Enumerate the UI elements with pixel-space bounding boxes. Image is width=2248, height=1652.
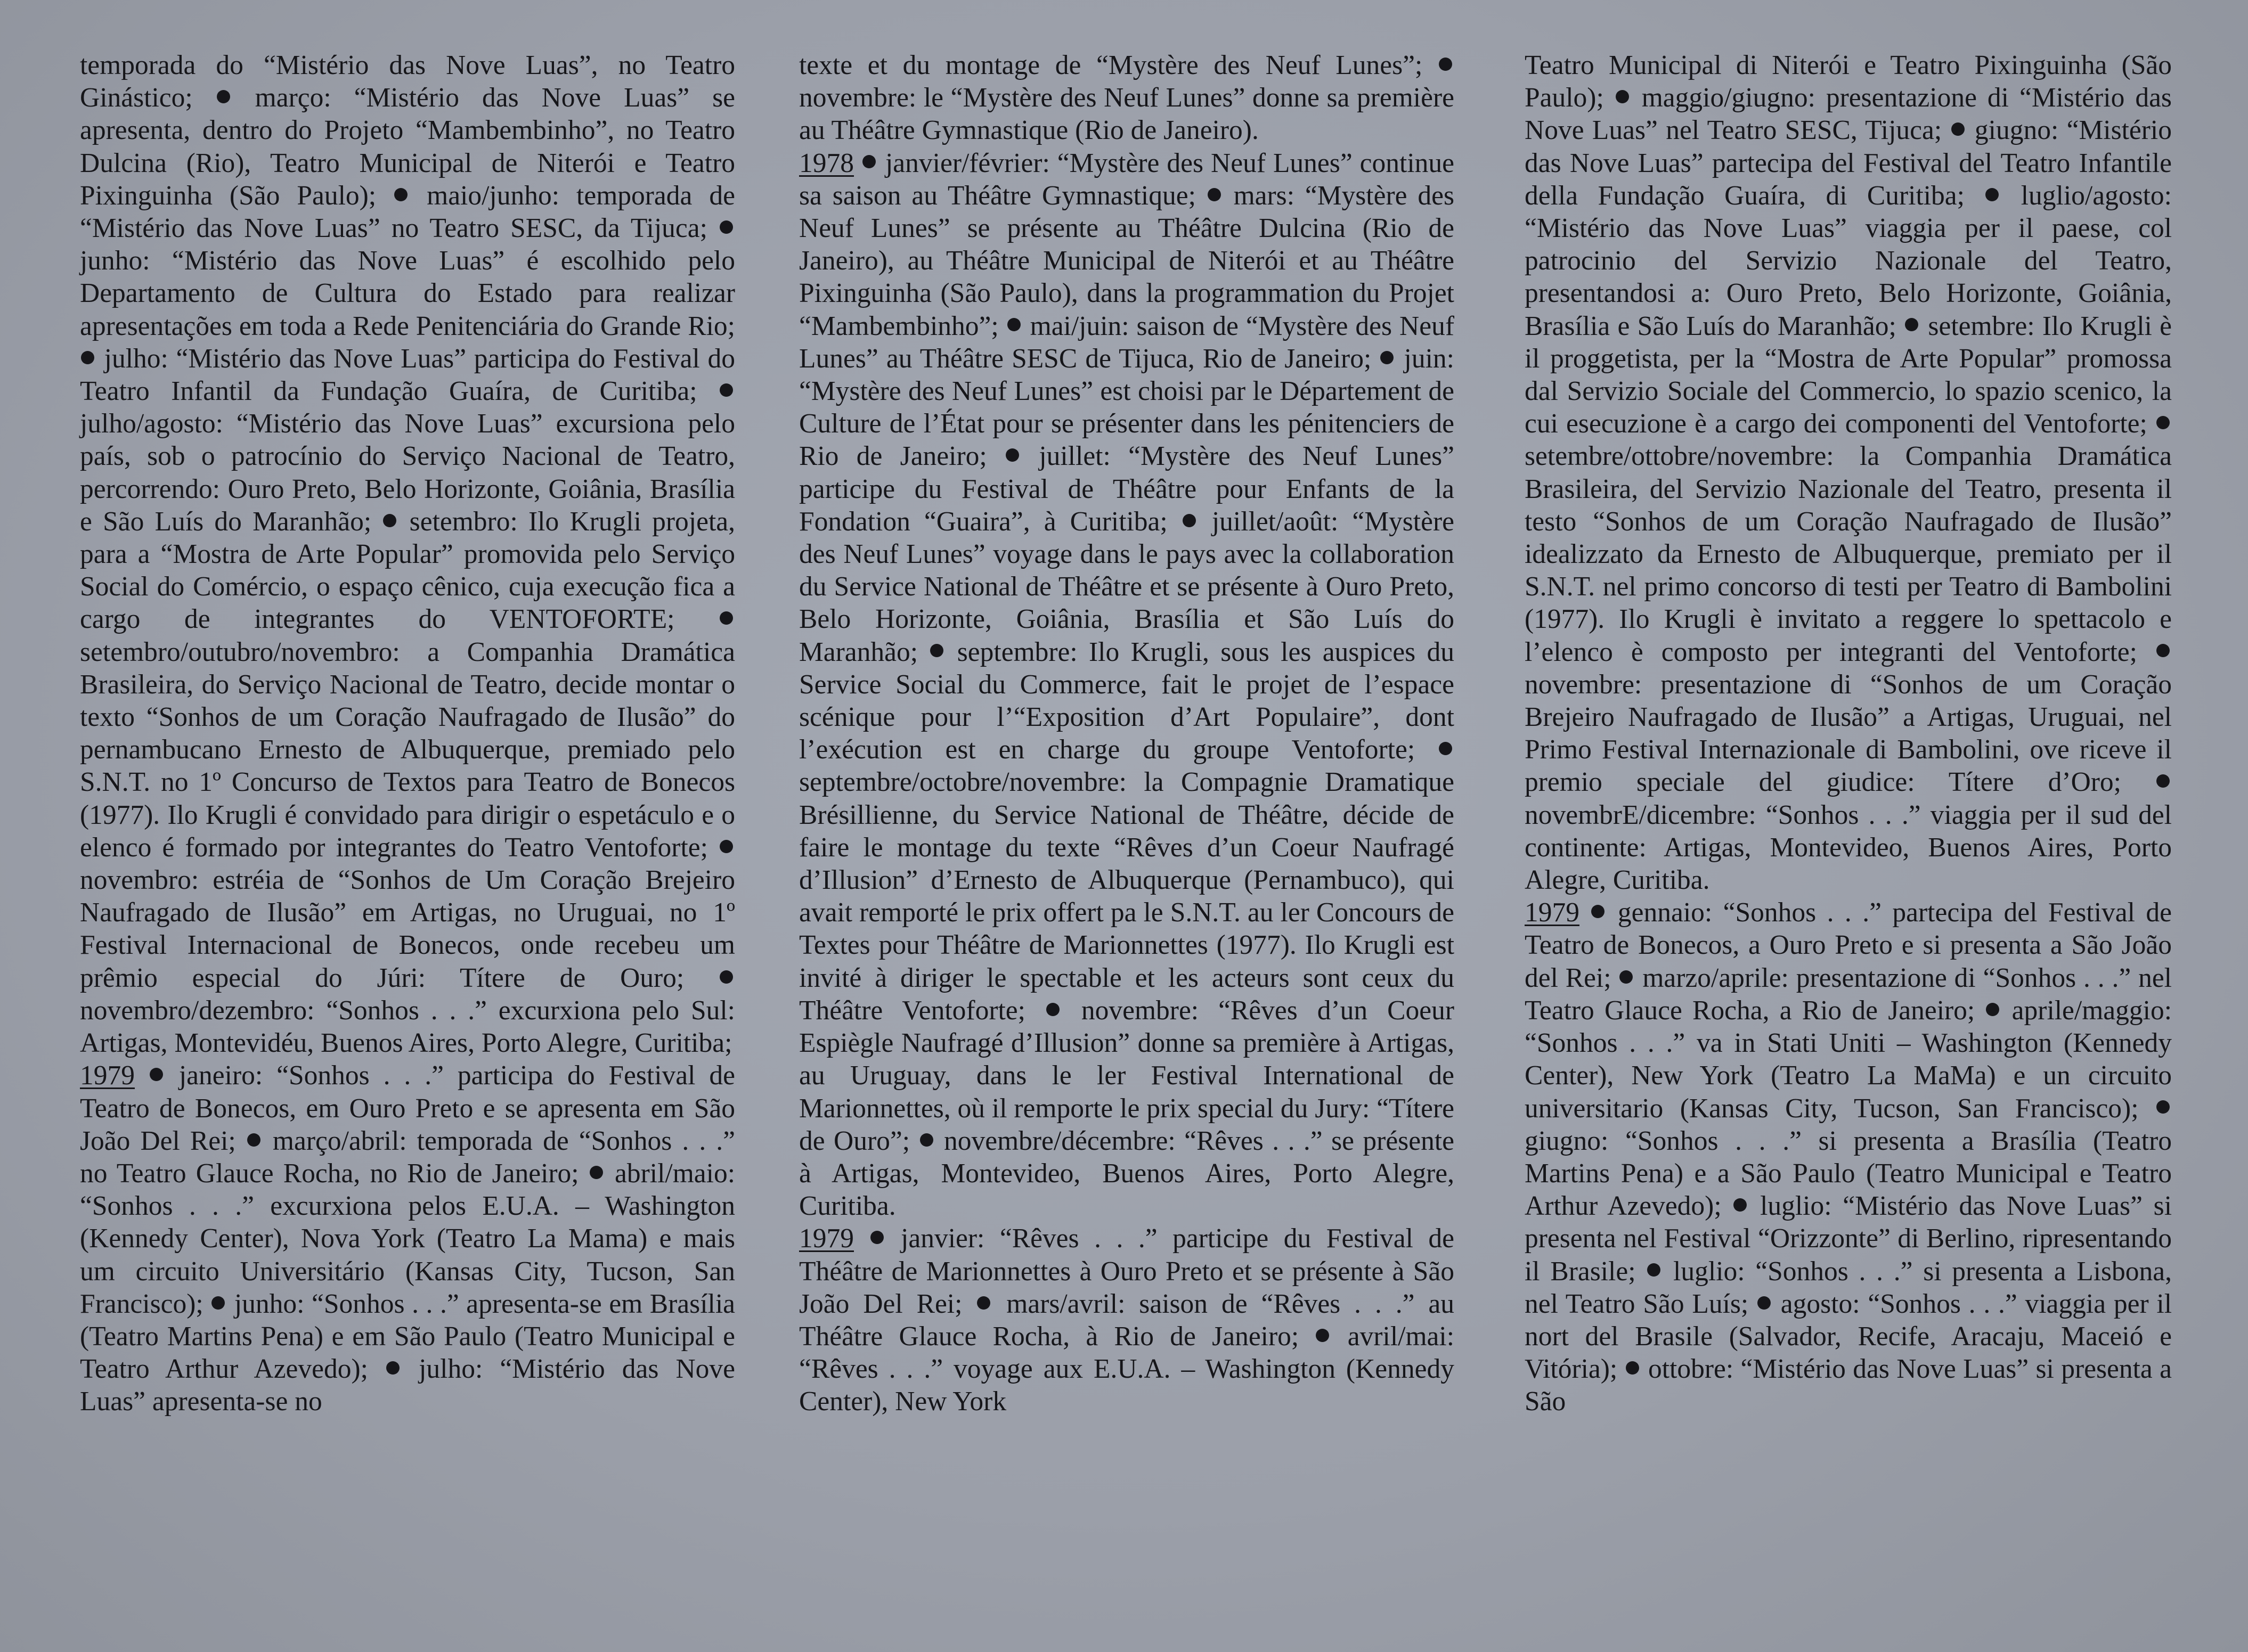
- bullet-icon: [81, 351, 94, 364]
- text-run: gennaio: “Sonhos . . .” partecipa del Festival de Teatro de Bonecos, a Ouro Preto e si presenta a São João del Rei;: [1525, 897, 2172, 993]
- bullet-icon: [1985, 188, 1999, 201]
- bullet-icon: [247, 1133, 260, 1147]
- text-run: janvier/février: “Mystère des Neuf Lunes” continue sa saison au Théâtre Gymnastique;: [799, 148, 1455, 211]
- text-run: setembre/ottobre/novembre: la Companhia Dramática Brasileira, del Servizio Nazionale del Teatro, presenta il testo “Sonhos de um Coração Naufragado de Ilusão” idealizzato da Ernesto de Albuquerque, premiato per il S.N.T. nel primo concorso di testi per Teatro di Bambolini (1977). Ilo Krugli è invitato a reggere lo spettacolo e l’elenco è composto per integranti del Ventoforte;: [1525, 441, 2172, 667]
- bullet-icon: [1439, 58, 1452, 71]
- bullet-icon: [1619, 970, 1633, 984]
- text-run: novembre/décembre: “Rêves . . .” se présente à Artigas, Montevideo, Buenos Aires, Porto Alegre, Curitiba.: [799, 1125, 1454, 1222]
- text-column-portuguese: [80, 49, 735, 1418]
- text-run: juin: “Mystère des Neuf Lunes” est choisi par le Département de Culture de l’État pour se présenter dans les pénitenciers de Rio de Janeiro;: [799, 343, 1454, 472]
- bullet-icon: [1905, 318, 1918, 331]
- bullet-icon: [217, 90, 230, 103]
- bullet-icon: [1380, 351, 1394, 364]
- text-run: mars: “Mystère des Neuf Lunes” se présente au Théâtre Dulcina (Rio de Janeiro), au Théâtre Municipal de Niterói et au Théâtre Pixinguinha (São Paulo), dans la programmation du Projet “Mambembinho”;: [799, 180, 1454, 341]
- bullet-icon: [2156, 644, 2170, 657]
- paragraph: [80, 49, 735, 1418]
- text-run: temporada do “Mistério das Nove Luas”, no Teatro Ginástico;: [80, 50, 735, 113]
- bullet-icon: [386, 1361, 400, 1375]
- text-run: luglio/agosto: “Mistério das Nove Luas” viaggia per il paese, col patrocinio del Servizio Nazionale del Teatro, presentandosi a: Ouro Preto, Belo Horizonte, Goiânia, Brasília e São Luís do Maranhão;: [1525, 180, 2172, 341]
- bullet-icon: [2156, 774, 2170, 788]
- bullet-icon: [1986, 1003, 1999, 1016]
- text-run: [135, 1060, 149, 1091]
- bullet-icon: [1208, 188, 1221, 201]
- text-run: avril/mai: “Rêves . . .” voyage aux E.U.A. – Washington (Kennedy Center), New York: [799, 1321, 1454, 1417]
- year-heading: 1979: [80, 1060, 135, 1091]
- year-heading: 1979: [799, 1223, 854, 1254]
- bullet-icon: [1733, 1198, 1747, 1212]
- text-run: julho: “Mistério das Nove Luas” participa do Festival do Teatro Infantil da Fundação Guaíra, de Curitiba;: [80, 343, 735, 407]
- text-run: julho/agosto: “Mistério das Nove Luas” excursiona pelo país, sob o patrocínio do Serviço Nacional de Teatro, percorrendo: Ouro Preto, Belo Horizonte, Goiânia, Brasília e São Luís do Maranhão;: [80, 408, 735, 537]
- text-run: junho: “Mistério das Nove Luas” é escolhido pelo Departamento de Cultura do Estado para realizar apresentações em toda a Rede Penitenciária do Grande Rio;: [80, 246, 735, 341]
- text-run: novembro/dezembro: “Sonhos . . .” excurxiona pelo Sul: Artigas, Montevidéu, Buenos Aires, Porto Alegre, Curitiba;: [80, 995, 735, 1059]
- bullet-icon: [720, 611, 733, 625]
- bullet-icon: [720, 840, 733, 853]
- bullet-icon: [2156, 416, 2170, 429]
- text-run: texte et du montage de “Mystère des Neuf Lunes”;: [799, 50, 1438, 80]
- text-run: junho: “Sonhos . . .” apresenta-se em Brasília (Teatro Martins Pena) e em São Paulo (Teatro Municipal e Teatro Arthur Azevedo);: [80, 1288, 735, 1385]
- bullet-icon: [1951, 122, 1965, 136]
- bullet-icon: [1591, 905, 1604, 918]
- bullet-icon: [1316, 1329, 1329, 1342]
- bullet-icon: [977, 1296, 990, 1310]
- text-run: Teatro Municipal di Niterói e Teatro Pixinguinha (São Paulo);: [1525, 50, 2172, 113]
- text-run: ottobre: “Mistério das Nove Luas” si presenta a São: [1525, 1354, 2172, 1417]
- text-run: septembre/octobre/novembre: la Compagnie Dramatique Brésillienne, du Service National de Théâtre, décide de faire le montage du texte “Rêves d’un Coeur Naufragé d’Illusion” d’Ernesto de Albuquerque (Pernambuco), qui avait remporté le prix offert pa le S.N.T. au ler Concours de Textes pour Théâtre de Marionnettes (1977). Ilo Krugli est invité à diriger le spectable et les acteurs sont ceux du Théâtre Ventoforte;: [799, 767, 1454, 1026]
- year-heading: 1979: [1525, 897, 1579, 928]
- bullet-icon: [720, 383, 733, 397]
- bullet-icon: [394, 188, 408, 201]
- text-column-french: [799, 49, 1454, 1418]
- text-run: março/abril: temporada de “Sonhos . . .” no Teatro Glauce Rocha, no Rio de Janeiro;: [80, 1125, 736, 1189]
- text-run: novembrE/dicembre: “Sonhos . . .” viaggia per il sud del continente: Artigas, Montevideo, Buenos Aires, Porto Alegre, Curitiba.: [1525, 799, 2172, 896]
- text-run: setembro/outubro/novembro: a Companhia Dramática Brasileira, do Serviço Nacional de Teatro, decide montar o texto “Sonhos de um Coração Naufragado de Ilusão” do pernambucano Ernesto de Albuquerque, premiado pelo S.N.T. no 1º Concurso de Textos para Teatro de Bonecos (1977). Ilo Krugli é convidado para dirigir o espetáculo e o elenco é formado por integrantes do Teatro Ventoforte;: [80, 636, 735, 863]
- text-run: [1579, 897, 1590, 928]
- bullet-icon: [920, 1133, 933, 1147]
- bullet-icon: [862, 155, 876, 168]
- text-run: maio/junho: temporada de “Mistério das Nove Luas” no Teatro SESC, da Tijuca;: [80, 180, 735, 244]
- bullet-icon: [1626, 1361, 1639, 1375]
- text-run: julho: “Mistério das Nove Luas” apresenta-se no: [80, 1354, 736, 1417]
- text-run: novembro: estréia de “Sonhos de Um Coração Brejeiro Naufragado de Ilusão” em Artigas, no Uruguai, no 1º Festival Internacional de Bonecos, onde recebeu um prêmio especial do Júri: Títere de Ouro;: [80, 865, 735, 993]
- text-run: janeiro: “Sonhos . . .” participa do Festival de Teatro de Bonecos, em Ouro Preto e se apresenta em São João Del Rei;: [80, 1060, 735, 1156]
- bullet-icon: [1439, 742, 1452, 755]
- bullet-icon: [720, 970, 733, 984]
- text-run: luglio: “Sonhos . . .” si presenta a Lisbona, nel Teatro São Luís;: [1525, 1256, 2172, 1319]
- text-run: luglio: “Mistério das Nove Luas” si presenta nel Festival “Orizzonte” di Berlino, ripresentando il Brasile;: [1525, 1191, 2172, 1287]
- text-run: juillet: “Mystère des Neuf Lunes” participe du Festival de Théâtre pour Enfants de la Fondation “Guaira”, à Curitiba;: [799, 441, 1455, 537]
- bullet-icon: [590, 1166, 603, 1179]
- text-run: maggio/giugno: presentazione di “Mistério das Nove Luas” nel Teatro SESC, Tijuca;: [1525, 83, 2172, 146]
- bullet-icon: [1616, 90, 1629, 103]
- bullet-icon: [383, 514, 396, 527]
- bullet-icon: [150, 1068, 163, 1081]
- text-run: setembro: Ilo Krugli projeta, para a “Mostra de Arte Popular” promovida pelo Serviço Social do Comércio, o espaço cênico, cuja execução fica a cargo de integrantes do VENTOFORTE;: [80, 506, 735, 635]
- text-run: mars/avril: saison de “Rêves . . .” au Théâtre Glauce Rocha, à Rio de Janeiro;: [799, 1288, 1454, 1352]
- paragraph: [799, 49, 1454, 1418]
- text-run: março: “Mistério das Nove Luas” se apresenta, dentro do Projeto “Mambembinho”, no Teatro Dulcina (Rio), Teatro Municipal de Niterói e Teatro Pixinguinha (São Paulo);: [80, 83, 735, 211]
- text-run: [854, 148, 861, 178]
- paragraph: [1525, 49, 2172, 1418]
- bullet-icon: [1046, 1003, 1060, 1016]
- text-run: setembre: Ilo Krugli è il proggetista, per la “Mostra de Arte Popular” promossa dal Servizio Sociale del Commercio, lo spazio scenico, la cui esecuzione è a cargo dei componenti del Ventoforte;: [1525, 310, 2172, 439]
- text-run: novembre: presentazione di “Sonhos de um Coração Brejeiro Naufragado de Ilusão” a Artigas, Uruguai, nel Primo Festival Internazionale di Bambolini, ove riceve il premio speciale del giudice: Títere d’Oro;: [1525, 669, 2172, 798]
- text-run: novembre: le “Mystère des Neuf Lunes” donne sa première au Théâtre Gymnastique (Rio de Janeiro).: [799, 83, 1454, 146]
- year-heading: 1978: [799, 148, 854, 178]
- bullet-icon: [870, 1231, 884, 1244]
- bullet-icon: [1006, 448, 1019, 462]
- text-run: marzo/aprile: presentazione di “Sonhos . . .” nel Teatro Glauce Rocha, a Rio de Janeiro;: [1525, 962, 2172, 1026]
- bullet-icon: [211, 1296, 225, 1310]
- text-run: septembre: Ilo Krugli, sous les auspices du Service Social du Commerce, fait le projet de l’espace scénique pour l’“Exposition d’Art Populaire”, dont l’exécution est en charge du groupe Ventoforte;: [799, 636, 1455, 765]
- text-run: giugno: “Mistério das Nove Luas” partecipa del Festival del Teatro Infantile della Fundação Guaíra, di Curitiba;: [1525, 115, 2172, 211]
- bullet-icon: [720, 220, 733, 234]
- bullet-icon: [930, 644, 943, 657]
- text-run: mai/juin: saison de “Mystère des Neuf Lunes” au Théâtre SESC de Tijuca, Rio de Janeiro;: [799, 310, 1454, 374]
- text-run: novembre: “Rêves d’un Coeur Espiègle Naufragé d’Illusion” donne sa première à Artigas, au Uruguay, dans le ler Festival International de Marionnettes, où il remporte le prix special du Jury: “Títere de Ouro”;: [799, 995, 1454, 1156]
- bullet-icon: [1007, 318, 1021, 331]
- text-run: juillet/août: “Mystère des Neuf Lunes” voyage dans le pays avec la collaboration du Service National de Théâtre et se présente à Ouro Preto, Belo Horizonte, Goiânia, Brasília et São Luís do Maranhão;: [799, 506, 1454, 667]
- bullet-icon: [1757, 1296, 1771, 1310]
- text-column-italian: [1525, 49, 2172, 1418]
- text-run: janvier: “Rêves . . .” participe du Festival de Théâtre de Marionnettes à Ouro Preto et se présente à São João Del Rei;: [799, 1223, 1455, 1319]
- text-run: aprile/maggio: “Sonhos . . .” va in Stati Uniti – Washington (Kennedy Center), New York (Teatro La MaMa) e un circuito universitario (Kansas City, Tucson, San Francisco);: [1525, 995, 2172, 1124]
- text-run: abril/maio: “Sonhos . . .” excurxiona pelos E.U.A. – Washington (Kennedy Center), Nova York (Teatro La Mama) e mais um circuito Universitário (Kansas City, Tucson, San Francisco);: [80, 1158, 736, 1319]
- text-run: agosto: “Sonhos . . .” viaggia per il nort del Brasile (Salvador, Recife, Aracaju, Maceió e Vitória);: [1525, 1288, 2172, 1385]
- bullet-icon: [1183, 514, 1196, 527]
- bullet-icon: [1647, 1263, 1660, 1277]
- text-run: [854, 1223, 869, 1254]
- text-run: giugno: “Sonhos . . .” si presenta a Brasília (Teatro Martins Pena) e a São Paulo (Teatro Municipal e Teatro Arthur Azevedo);: [1525, 1125, 2172, 1222]
- bullet-icon: [2156, 1100, 2170, 1114]
